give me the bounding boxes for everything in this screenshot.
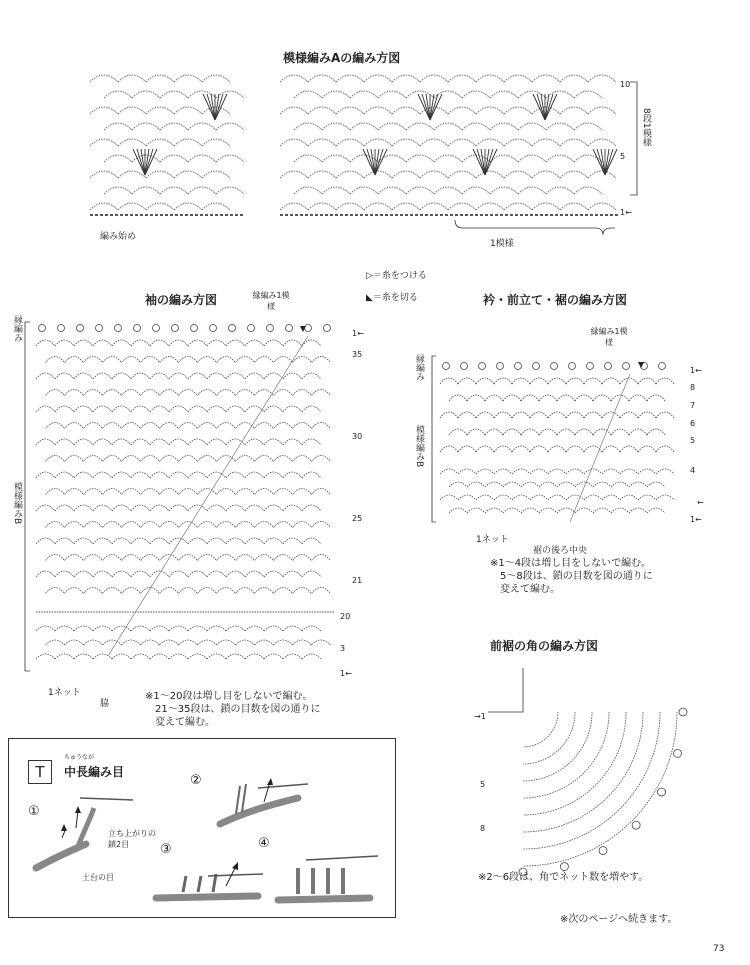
corner-outline	[488, 668, 523, 712]
picot-stitch	[551, 363, 558, 370]
shell-stitch-line	[422, 94, 430, 120]
picot-stitch	[623, 363, 630, 370]
pattern-a-row-label: 5	[620, 152, 626, 161]
picot-stitch	[497, 363, 504, 370]
chain-arch-row	[440, 495, 674, 500]
sleeve-title: 袖の編み方図	[145, 293, 218, 307]
chain-arch-row	[280, 203, 616, 210]
picot-stitch	[191, 325, 198, 332]
chain-arch-row	[90, 171, 230, 178]
repeat-bracket	[455, 220, 615, 235]
chain-arch-row	[90, 139, 230, 146]
corner-arch-row	[523, 712, 626, 815]
chain-arch-row	[449, 482, 665, 487]
sleeve-chart	[28, 316, 346, 681]
picot-stitch	[248, 325, 255, 332]
picot-stitch	[324, 325, 331, 332]
collar-row-label: 7	[690, 401, 696, 410]
attach-yarn-icon: ▷	[366, 271, 373, 281]
chain-arch-row	[46, 588, 331, 594]
technique-base-label: 土台の目	[82, 873, 114, 882]
technique-step: ④	[258, 836, 270, 851]
corner-arch-row	[523, 712, 558, 747]
picot-stitch	[305, 325, 312, 332]
chain-arch-row	[440, 378, 674, 384]
shell-stitch-line	[477, 149, 485, 175]
repeat-bracket	[630, 82, 637, 195]
shell-stitch-line	[485, 149, 493, 175]
collar-chart	[430, 354, 680, 524]
picot-stitch	[679, 708, 687, 716]
chain-arch-row	[46, 640, 331, 645]
picot-stitch	[479, 363, 486, 370]
collar-row-label: 4	[690, 466, 696, 475]
corner-arch-row	[523, 712, 677, 866]
page-number: 73	[713, 944, 725, 954]
picot-stitch	[560, 863, 568, 871]
sleeve-row-label: 1←	[352, 329, 364, 338]
pattern-a-repeat-label: 1模様	[490, 239, 514, 249]
technique-step: ②	[190, 773, 202, 788]
shell-stitch-line	[137, 149, 145, 175]
sleeve-row-label: 35	[352, 350, 363, 359]
chain-arch-row	[36, 626, 321, 631]
sleeve-row-label: 20	[340, 612, 351, 621]
collar-net-label: 1ネット	[476, 535, 509, 545]
chain-arch-row	[36, 571, 321, 577]
collar-row-label: 1←	[690, 515, 702, 524]
collar-row-label: 8	[690, 383, 696, 392]
picot-stitch	[599, 847, 607, 855]
sleeve-row-label: 25	[352, 514, 363, 523]
chain-arch-row	[280, 139, 616, 146]
sleeve-repeat-label: 縁編み1模様	[252, 291, 290, 311]
chain-arch-row	[104, 187, 244, 194]
corner-row-label: 8	[480, 824, 486, 833]
chain-arch-row	[280, 171, 616, 178]
section-bracket	[25, 322, 30, 671]
chain-arch-row	[280, 75, 616, 82]
picot-stitch	[39, 325, 46, 332]
continued-note: ※次のページへ続きます。	[560, 914, 678, 925]
picot-stitch	[115, 325, 122, 332]
picot-stitch	[77, 325, 84, 332]
legend-attach: ▷＝糸をつける	[366, 271, 427, 281]
picot-stitch	[674, 749, 682, 757]
collar-row-label: 6	[690, 419, 696, 428]
section-bracket	[432, 356, 436, 522]
picot-stitch	[515, 363, 522, 370]
shell-stitch-line	[605, 149, 613, 175]
collar-body-label: 模様編みB	[414, 425, 424, 468]
corner-note: ※2〜6段は、角でネット数を増やす。	[478, 872, 649, 883]
shell-stitch-line	[145, 149, 153, 175]
collar-title: 衿・前立て・裾の編み方図	[483, 293, 628, 307]
pattern-a-chart	[85, 70, 625, 230]
sleeve-note: ※1〜20段は増し目をしないで編む。 21〜35段は、鎖の目数を図の通りに 変えて編む。	[145, 691, 321, 728]
chain-arch-row	[46, 489, 331, 495]
picot-stitch	[267, 325, 274, 332]
chain-arch-row	[46, 357, 331, 363]
picot-stitch	[443, 363, 450, 370]
sleeve-row-label: 1←	[340, 669, 352, 678]
chain-arch-row	[90, 75, 230, 82]
chain-arch-row	[46, 456, 331, 462]
chain-arch-row	[36, 439, 321, 445]
chain-arch-row	[294, 187, 602, 194]
chain-arch-row	[46, 423, 331, 429]
sleeve-row-label: 30	[352, 432, 363, 441]
technique-badge: T	[28, 760, 52, 784]
picot-stitch	[153, 325, 160, 332]
picot-stitch	[210, 325, 217, 332]
collar-center-label: 裾の後ろ中央	[533, 546, 588, 556]
collar-row-label: ←	[697, 498, 704, 507]
picot-stitch	[605, 363, 612, 370]
cut-yarn-mark	[300, 326, 306, 332]
chain-arch-row	[46, 522, 331, 528]
sleeve-body-label: 模様編みB	[12, 482, 22, 525]
cut-yarn-icon: ◣	[366, 293, 373, 303]
picot-stitch	[569, 363, 576, 370]
chain-arch-row	[294, 155, 602, 162]
sleeve-row-label: 3	[340, 644, 346, 653]
chain-arch-row	[440, 446, 674, 452]
technique-step: ①	[28, 804, 40, 819]
increase-guide-line	[108, 336, 308, 656]
chain-arch-row	[440, 412, 674, 418]
sleeve-net-label: 1ネット	[48, 688, 81, 698]
pattern-a-row-label: 1←	[620, 208, 632, 217]
chain-arch-row	[440, 469, 674, 474]
corner-title: 前裾の角の編み方図	[490, 639, 599, 653]
pattern-a-row-label: 10	[620, 80, 631, 89]
technique-chain-label: 立ち上がりの鎖2目	[108, 829, 156, 849]
chain-arch-row	[46, 555, 331, 561]
sleeve-side-label: 脇	[100, 699, 110, 709]
corner-chart	[488, 668, 688, 863]
increase-guide-line	[570, 374, 630, 522]
sleeve-row-label: 21	[352, 576, 363, 585]
chain-arch-row	[104, 123, 244, 130]
pattern-a-side-label: 8段1模様	[641, 108, 651, 147]
corner-arch-row	[523, 712, 592, 781]
corner-arch-row	[523, 712, 643, 832]
picot-stitch	[134, 325, 141, 332]
chain-arch-row	[449, 429, 665, 435]
pattern-a-start-label: 編み始め	[100, 232, 137, 242]
picot-stitch	[632, 821, 640, 829]
chain-arch-row	[90, 203, 230, 210]
collar-edge-label: 縁編み	[414, 354, 424, 381]
chain-arch-row	[36, 505, 321, 511]
picot-stitch	[533, 363, 540, 370]
cut-yarn-mark	[638, 362, 644, 368]
corner-row-label: →1	[474, 712, 486, 721]
collar-note: ※1〜4段は増し目をしないで編む。 5〜8段は、鎖の目数を図の通りに 変えて編む。	[490, 558, 653, 595]
chain-arch-row	[104, 155, 244, 162]
chain-arch-row	[36, 654, 321, 659]
collar-repeat-label: 縁編み1模様	[590, 327, 628, 347]
chain-arch-row	[36, 406, 321, 412]
picot-stitch	[172, 325, 179, 332]
picot-stitch	[461, 363, 468, 370]
chain-arch-row	[46, 390, 331, 396]
picot-stitch	[587, 363, 594, 370]
chain-arch-row	[36, 340, 321, 346]
legend-cut: ◣＝糸を切る	[366, 293, 418, 303]
picot-stitch	[229, 325, 236, 332]
collar-row-label: 1←	[690, 366, 702, 375]
chain-arch-row	[449, 508, 665, 513]
technique-title: 中長編み目	[64, 765, 125, 779]
chain-arch-row	[280, 107, 616, 114]
picot-stitch	[658, 788, 666, 796]
chain-arch-row	[294, 123, 602, 130]
chain-arch-row	[36, 472, 321, 478]
shell-stitch-line	[367, 149, 375, 175]
technique-ruby: ちゅうなが	[64, 754, 95, 761]
picot-stitch	[286, 325, 293, 332]
technique-step: ③	[160, 842, 172, 857]
corner-arch-row	[523, 712, 660, 849]
corner-arch-row	[523, 712, 575, 764]
pattern-a-title: 模様編みAの編み方図	[283, 51, 401, 65]
shell-stitch-line	[597, 149, 605, 175]
picot-stitch	[96, 325, 103, 332]
picot-stitch	[659, 363, 666, 370]
chain-arch-row	[36, 373, 321, 379]
collar-row-label: 5	[690, 436, 696, 445]
picot-stitch	[58, 325, 65, 332]
technique-illustrations	[8, 738, 394, 916]
sleeve-edge-label: 縁編み	[12, 315, 22, 342]
chain-arch-row	[449, 395, 665, 401]
corner-row-label: 5	[480, 780, 486, 789]
